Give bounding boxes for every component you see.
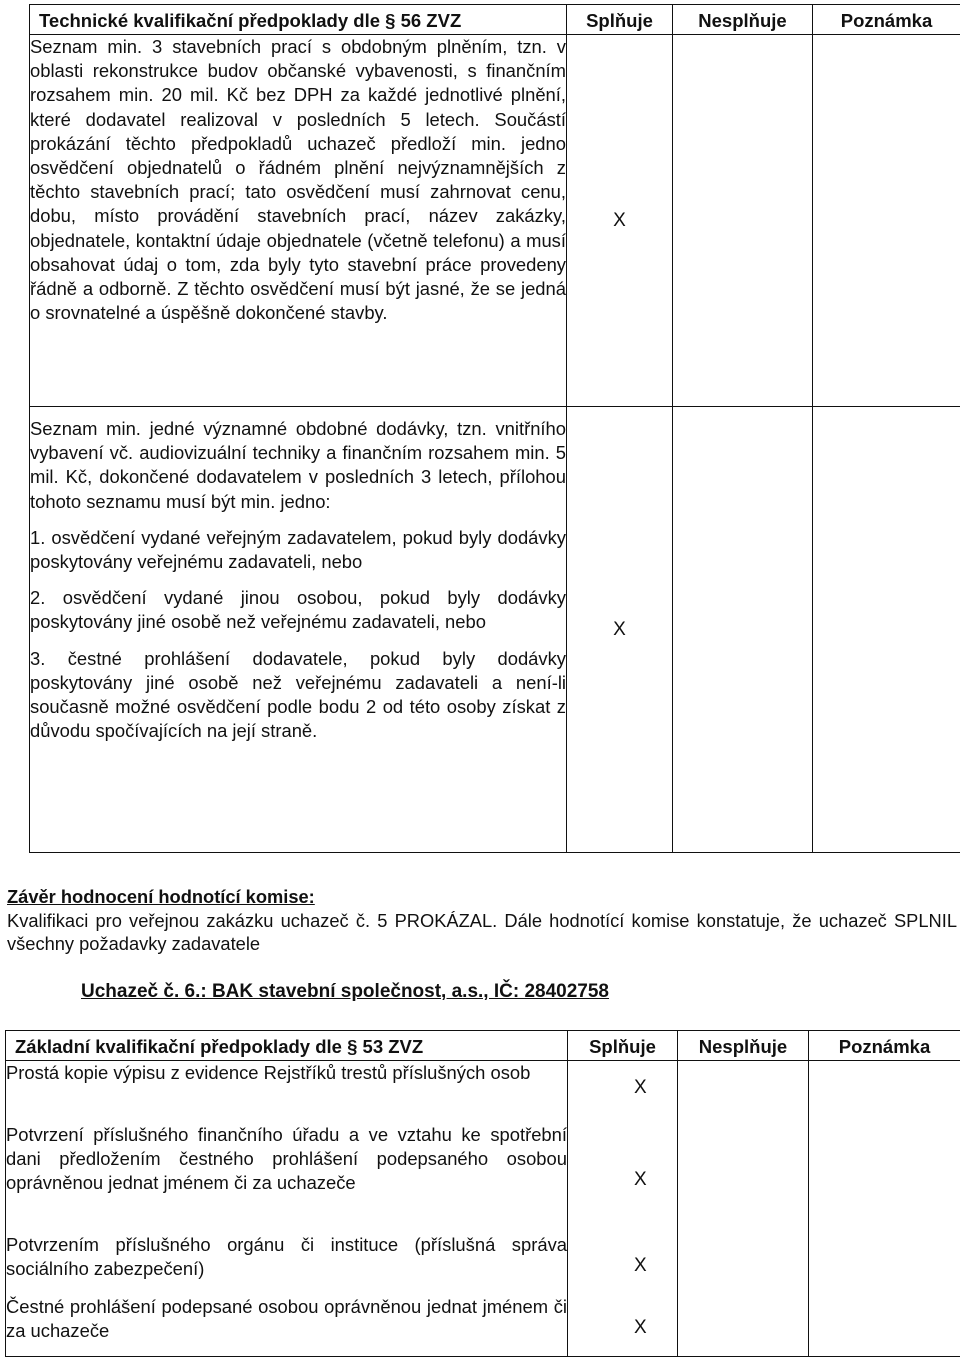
table-row	[6, 1295, 960, 1357]
basic-qualification-table	[5, 1030, 960, 1357]
criterion-text: Seznam min. jedné významné obdobné dodávky, tzn. vnitřního vybavení vč. audiovizuální techniky a finančním rozsahem min. 5 mil. Kč, dokončené dodavatelem v posledních 3 letech, přílohou tohoto seznamu musí být min. jedno:	[30, 418, 566, 512]
section-sign: §	[347, 1035, 358, 1057]
criterion-text: Seznam min. 3 stavebních prací s obdobným plněním, tzn. v oblasti rekonstrukce budov občanské vybavenosti, s finančním rozsahem min. 20 mil. Kč bez DPH za každé jednotlivé plnění, které dodavatel realizoval v posledních 5 letech. Součástí prokázání těchto předpokladů uchazeč předloží min. jedno osvědčení objednatelů o řádném plnění nejvýznamnějších z těchto stavebních prací; tato osvědčení musí zahrnovat cenu, dobu, místo provádění stavebních prací, název zakázky, objednatele, kontaktní údaje objednatele (včetně telefonu) a musí obsahovat údaj o tom, zda byly tyto stavební práce provedeny řádně a odborně. Z těchto osvědčení musí být jasné, že se jedná o srovnatelné a úspěšně dokončené stavby.	[30, 36, 566, 324]
note-cell	[809, 1295, 960, 1357]
note-cell	[813, 407, 960, 853]
criterion-cell	[6, 1233, 568, 1295]
not-meets-cell	[673, 407, 813, 853]
criterion-cell	[30, 35, 567, 407]
note-column-header: Poznámka	[809, 1031, 960, 1061]
table-header-row	[6, 1031, 960, 1061]
criterion-cell	[6, 1123, 568, 1233]
not-meets-cell	[673, 35, 813, 407]
criterion-text: Potvrzení příslušného finančního úřadu a ve vztahu ke spotřební dani předložením čestného prohlášení podepsaného osobou oprávněnou jednat jménem či za uchazeče	[6, 1123, 567, 1193]
not-meets-cell	[678, 1123, 809, 1233]
table-row	[6, 1123, 960, 1233]
meets-column-header: Splňuje	[568, 1031, 678, 1061]
criterion-text: Potvrzením příslušného orgánu či instituce (příslušná správa sociálního zabezpečení)	[6, 1233, 567, 1279]
applicant-title: Uchazeč č. 6.: BAK stavební společnost, a.s., IČ: 28402758	[81, 981, 610, 1002]
note-cell	[809, 1061, 960, 1123]
criterion-text: 3. čestné prohlášení dodavatele, pokud byly dodávky poskytovány jiné osobě než veřejnému zadavateli a není-li současně možné osvědčení podle bodu 2 od této osoby získat z důvodu spočívajících na její straně.	[30, 647, 566, 742]
criterion-column-header	[6, 1031, 568, 1061]
table-row	[6, 1233, 960, 1295]
technical-qualification-table	[29, 4, 960, 853]
criterion-cell	[6, 1295, 568, 1357]
not-meets-cell	[678, 1233, 809, 1295]
criterion-number: 53 ZVZ	[362, 1035, 424, 1057]
note-cell	[813, 35, 960, 407]
criterion-header-label: Základní kvalifikační předpoklady dle	[15, 1035, 342, 1057]
table-row	[30, 407, 960, 853]
criterion-text: 1. osvědčení vydané veřejným zadavatelem, pokud byly dodávky poskytovány veřejnému zadavateli, nebo	[30, 526, 566, 573]
table-row	[6, 1061, 960, 1123]
meets-cell: X	[567, 407, 673, 853]
criterion-text: Prostá kopie výpisu z evidence Rejstříků trestů příslušných osob	[6, 1062, 531, 1083]
criterion-cell	[6, 1061, 568, 1123]
criterion-cell	[30, 407, 567, 853]
note-column-header: Poznámka	[813, 5, 960, 35]
meets-cell: X	[567, 35, 673, 407]
criterion-text: Čestné prohlášení podepsané osobou oprávněnou jednat jménem či za uchazeče	[6, 1295, 567, 1341]
conclusion-heading: Závěr hodnocení hodnotící komise:	[7, 886, 315, 907]
meets-cell: X	[568, 1061, 678, 1123]
note-cell	[809, 1123, 960, 1233]
meets-cell: X	[568, 1233, 678, 1295]
criterion-column-header	[30, 5, 567, 35]
criterion-header-label: Technické kvalifikační předpoklady dle	[39, 9, 381, 31]
criterion-number: 56 ZVZ	[400, 9, 462, 31]
not-meets-cell	[678, 1061, 809, 1123]
conclusion-text: Kvalifikaci pro veřejnou zakázku uchazeč č. 5 PROKÁZAL. Dále hodnotící komise konstatuje, že uchazeč SPLNIL všechny požadavky zadavatele	[7, 909, 957, 954]
not-meets-cell	[678, 1295, 809, 1357]
criterion-text: 2. osvědčení vydané jinou osobou, pokud byly dodávky poskytovány jiné osobě než veřejnému zadavateli, nebo	[30, 587, 566, 633]
meets-column-header: Splňuje	[567, 5, 673, 35]
table-row	[30, 35, 960, 407]
table-header-row	[30, 5, 960, 35]
not-meets-column-header: Nesplňuje	[678, 1031, 809, 1061]
commission-conclusion	[7, 885, 957, 956]
not-meets-column-header: Nesplňuje	[673, 5, 813, 35]
meets-cell: X	[568, 1123, 678, 1233]
note-cell	[809, 1233, 960, 1295]
meets-cell: X	[568, 1295, 678, 1357]
section-sign: §	[385, 9, 396, 31]
